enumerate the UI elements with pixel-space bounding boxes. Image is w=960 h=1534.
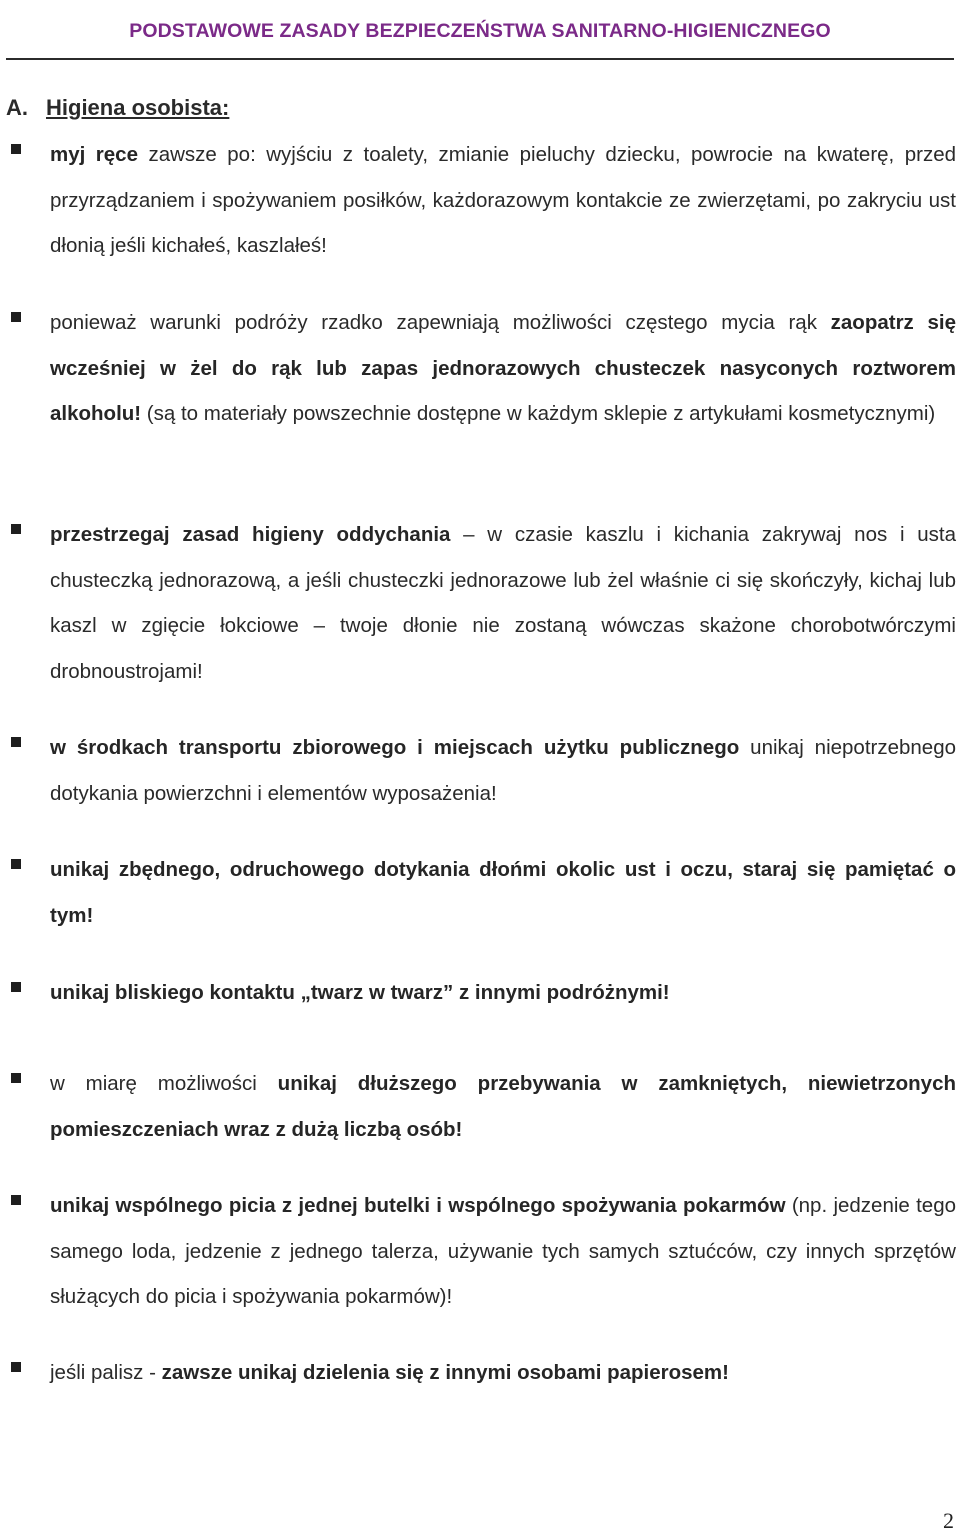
bold-text-segment: unikaj wspólnego picia z jednej butelki i wspólnego spożywania pokarmów: [50, 1194, 786, 1217]
bold-text-segment: myj ręce: [50, 143, 138, 166]
square-bullet-icon: [11, 1362, 21, 1372]
square-bullet-icon: [11, 312, 21, 322]
list-item-text: [50, 1183, 956, 1320]
bold-text-segment: unikaj zbędnego, odruchowego dotykania dłońmi okolic ust i oczu, staraj się pamiętać o tym!: [50, 858, 956, 927]
text-segment: w miarę możliwości: [50, 1072, 278, 1095]
list-item-text: [50, 512, 956, 694]
bold-text-segment: w środkach transportu zbiorowego i miejscach użytku publicznego: [50, 736, 740, 759]
square-bullet-icon: [11, 524, 21, 534]
list-item-text: [50, 1350, 956, 1396]
list-item-text: [50, 970, 956, 1016]
page-header: [0, 0, 960, 60]
list-item-text: [50, 725, 956, 816]
section-letter: A.: [6, 95, 28, 120]
square-bullet-icon: [11, 982, 21, 992]
header-divider: [6, 58, 954, 60]
page-number: 2: [943, 1508, 954, 1533]
square-bullet-icon: [11, 1195, 21, 1205]
section-heading: [6, 95, 229, 121]
bold-text-segment: unikaj bliskiego kontaktu „twarz w twarz” z innymi podróżnymi!: [50, 981, 670, 1004]
section-title: Higiena osobista:: [46, 95, 230, 120]
list-item-text: [50, 847, 956, 938]
list-item-text: [50, 1061, 956, 1152]
bold-text-segment: zawsze unikaj dzielenia się z innymi osobami papierosem!: [161, 1361, 729, 1384]
square-bullet-icon: [11, 737, 21, 747]
page-title: PODSTAWOWE ZASADY BEZPIECZEŃSTWA SANITARNO-HIGIENICZNEGO: [129, 20, 831, 42]
square-bullet-icon: [11, 859, 21, 869]
bold-text-segment: unikaj dłuższego przebywania w zamkniętych, niewietrzonych pomieszczeniach wraz z dużą liczbą osób!: [50, 1072, 956, 1141]
text-segment: (są to materiały powszechnie dostępne w każdym sklepie z artykułami kosmetycznymi): [141, 402, 936, 426]
list-item-text: [50, 300, 956, 437]
text-segment: zawsze po: wyjściu z toalety, zmianie pieluchy dziecku, powrocie na kwaterę, przed przyrządzaniem i spożywaniem posiłków, każdorazowym kontakcie ze zwierzętami, po zakryciu ust dłonią jeśli kichałeś, kaszlałeś!: [50, 143, 957, 258]
text-segment: ponieważ warunki podróży rzadko zapewniają możliwości częstego mycia rąk: [50, 311, 831, 334]
square-bullet-icon: [11, 1073, 21, 1083]
text-segment: unikaj niepotrzebnego dotykania powierzchni i elementów wyposażenia!: [50, 736, 957, 805]
text-segment: (np. jedzenie tego samego loda, jedzenie z jednego talerza, używanie tych samych sztućców, czy innych sprzętów służących do picia i spożywania pokarmów)!: [50, 1194, 956, 1309]
bold-text-segment: przestrzegaj zasad higieny oddychania: [50, 523, 451, 546]
text-segment: – w czasie kaszlu i kichania zakrywaj nos i usta chusteczką jednorazową, a jeśli chusteczki jednorazowe lub żel właśnie ci się skończyły, kichaj lub kaszl w zgięcie łokciowe – twoje dłonie nie zostaną wówczas skażone chorobotwórczymi drobnoustrojami!: [50, 523, 956, 683]
bold-text-segment: zaopatrz się wcześniej w żel do rąk lub zapas jednorazowych chusteczek nasyconych roztworem alkoholu!: [50, 311, 956, 426]
list-item-text: [50, 132, 956, 269]
text-segment: jeśli palisz -: [50, 1361, 162, 1384]
square-bullet-icon: [11, 144, 21, 154]
